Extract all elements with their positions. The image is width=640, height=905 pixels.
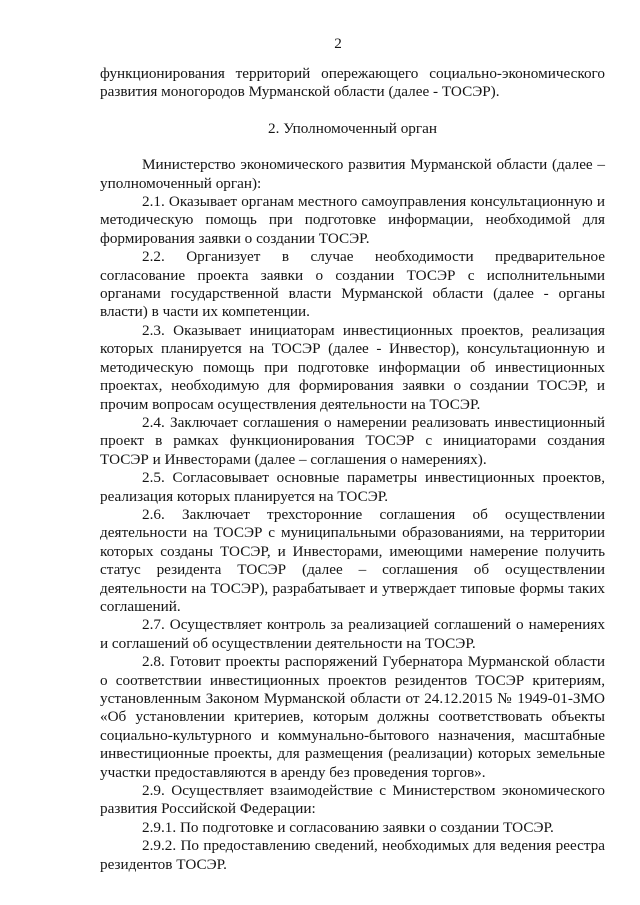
paragraph: 2.4. Заключает соглашения о намерении реализовать инвестиционный проект в рамках функционирования ТОСЭР с инициаторами создания ТОСЭР и Инвесторами (далее – соглашения о намерениях). xyxy=(100,413,605,468)
paragraph: 2.2. Организует в случае необходимости предварительное согласование проекта заявки о создании ТОСЭР с исполнительными органами государственной власти Мурманской области (далее - органы власти) в части их компетенции. xyxy=(100,248,605,321)
paragraph: 2.9. Осуществляет взаимодействие с Министерством экономического развития Российской Федерации: xyxy=(100,782,605,818)
intro-paragraph: функционирования территорий опережающего социально-экономического развития моногородов Мурманской области (далее - ТОСЭР). xyxy=(100,65,605,101)
paragraph: 2.5. Согласовывает основные параметры инвестиционных проектов, реализация которых планируется на ТОСЭР. xyxy=(100,469,605,505)
page-number: 2 xyxy=(334,35,342,52)
paragraph: Министерство экономического развития Мурманской области (далее – уполномоченный орган): xyxy=(100,156,605,192)
paragraph: 2.1. Оказывает органам местного самоуправления консультационную и методическую помощь при подготовке информации, необходимой для формирования заявки о создании ТОСЭР. xyxy=(100,193,605,247)
paragraph: 2.3. Оказывает инициаторам инвестиционных проектов, реализация которых планируется на ТОСЭР (далее - Инвестор), консультационную и методическую помощь при подготовке информации об инвестиционных проектах, необходимую для формирования заявки о создании ТОСЭР, и прочим вопросам осуществления деятельности на ТОСЭР. xyxy=(100,321,605,413)
paragraph: 2.9.1. По подготовке и согласованию заявки о создании ТОСЭР. xyxy=(142,818,554,836)
paragraph: 2.8. Готовит проекты распоряжений Губернатора Мурманской области о соответствии инвестиционных проектов резидентов ТОСЭР критериям, установленным Законом Мурманской области от 24.12.2015 № 1949-01-ЗМО «Об установлении критериев, которым должны соответствовать объекты социально-культурного и коммунально-бытового назначения, масштабные инвестиционные проекты, для размещения (реализации) которых земельные участки предоставляются в аренду без проведения торгов». xyxy=(100,653,605,781)
section-heading: 2. Уполномоченный орган xyxy=(268,119,437,137)
paragraph: 2.7. Осуществляет контроль за реализацией соглашений о намерениях и соглашений об осуществлении деятельности на ТОСЭР. xyxy=(100,616,605,652)
paragraph: 2.9.2. По предоставлению сведений, необходимых для ведения реестра резидентов ТОСЭР. xyxy=(100,837,605,873)
paragraph: 2.6. Заключает трехсторонние соглашения об осуществлении деятельности на ТОСЭР с муниципальными образованиями, на территории которых созданы ТОСЭР, и Инвесторами, имеющими намерение получить статус резидента ТОСЭР (далее – соглашения об осуществлении деятельности на ТОСЭР), разрабатывает и утверждает типовые формы таких соглашений. xyxy=(100,505,605,615)
document-body xyxy=(100,65,605,874)
